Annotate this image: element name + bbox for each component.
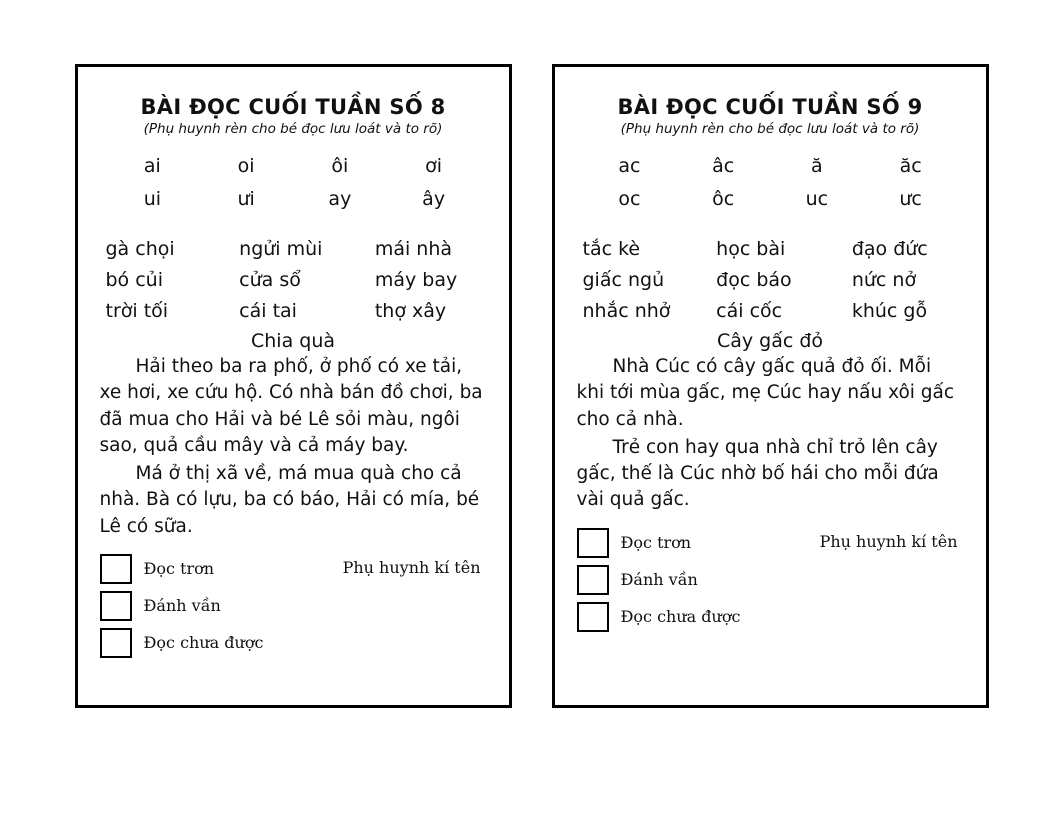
checkbox-label: Đọc chưa được	[620, 607, 741, 627]
word-cell: học bài	[716, 238, 786, 260]
word-cell: nức nở	[851, 269, 917, 291]
word-cell: gà chọi	[105, 238, 175, 260]
checklist-row[interactable]	[577, 602, 964, 632]
checkbox-doc-chua-duoc[interactable]	[577, 602, 609, 632]
rhyme-cell: ưc	[899, 188, 922, 210]
checklist	[100, 554, 487, 658]
card-subtitle: (Phụ huynh rèn cho bé đọc lưu loát và to rõ)	[620, 121, 920, 137]
checkbox-danh-van[interactable]	[577, 565, 609, 595]
checkbox-label: Đánh vần	[143, 596, 221, 616]
checklist-row[interactable]	[577, 565, 964, 595]
card-subtitle: (Phụ huynh rèn cho bé đọc lưu loát và to rõ)	[143, 121, 443, 137]
word-cell: mái nhà	[374, 238, 453, 260]
checklist-row[interactable]	[100, 628, 487, 658]
rhyme-cell: ă	[811, 155, 823, 177]
word-grid	[102, 238, 485, 322]
word-grid	[579, 238, 962, 322]
story-paragraph: Trẻ con hay qua nhà chỉ trỏ lên cây gấc, thế là Cúc nhờ bố hái cho mỗi đứa vài quả gấc.	[576, 436, 939, 511]
checklist	[577, 528, 964, 632]
word-cell: trời tối	[105, 300, 169, 322]
word-cell: ngửi mùi	[239, 238, 323, 260]
word-cell: đạo đức	[851, 238, 928, 260]
rhyme-cell: ôi	[331, 155, 349, 177]
card-title: BÀI ĐỌC CUỐI TUẦN SỐ 9	[617, 95, 923, 119]
checkbox-label: Đọc chưa được	[143, 633, 264, 653]
rhyme-grid	[106, 153, 481, 212]
rhyme-grid	[583, 153, 958, 212]
rhyme-cell: ăc	[899, 155, 922, 177]
word-cell: khúc gỗ	[851, 300, 928, 322]
rhyme-cell: ac	[618, 155, 641, 177]
checkbox-label: Đọc trơn	[620, 533, 692, 553]
rhyme-cell: ây	[422, 188, 446, 210]
rhyme-cell: ưi	[237, 188, 255, 210]
worksheet-card-1	[75, 64, 512, 708]
checkbox-label: Đọc trơn	[143, 559, 215, 579]
word-cell: nhắc nhở	[582, 300, 671, 322]
checkbox-doc-chua-duoc[interactable]	[100, 628, 132, 658]
rhyme-cell: ôc	[712, 188, 735, 210]
story-paragraph: Hải theo ba ra phố, ở phố có xe tải, xe hơi, xe cứu hộ. Có nhà bán đồ chơi, ba đã mua cho Hải và bé Lê sỏi màu, ngôi sao, quả cầu mây và cả máy bay.	[99, 356, 483, 456]
story-title: Chia quà	[250, 330, 335, 352]
checklist-row[interactable]	[100, 591, 487, 621]
checkbox-label: Đánh vần	[620, 570, 698, 590]
checkbox-doc-tron[interactable]	[100, 554, 132, 584]
word-cell: cửa sổ	[239, 269, 301, 291]
rhyme-cell: oc	[618, 188, 641, 210]
story-paragraph: Má ở thị xã về, má mua quà cho cả nhà. Bà có lựu, ba có báo, Hải có mía, bé Lê có sữa.	[99, 463, 480, 537]
rhyme-cell: uc	[805, 188, 829, 210]
word-cell: bó củi	[105, 269, 163, 291]
story-title: Cây gấc đỏ	[716, 330, 824, 352]
rhyme-cell: oi	[237, 155, 255, 177]
rhyme-cell: ơi	[425, 155, 443, 177]
signature-label: Phụ huynh kí tên	[819, 531, 958, 551]
story-paragraph: Nhà Cúc có cây gấc quả đỏ ối. Mỗi khi tới mùa gấc, mẹ Cúc hay nấu xôi gấc cho cả nhà.	[576, 356, 955, 430]
worksheet-card-2	[552, 64, 989, 708]
word-cell: đọc báo	[716, 269, 792, 291]
card-title: BÀI ĐỌC CUỐI TUẦN SỐ 8	[140, 95, 446, 119]
word-cell: giấc ngủ	[582, 269, 665, 291]
checkbox-danh-van[interactable]	[100, 591, 132, 621]
rhyme-cell: ui	[143, 188, 162, 210]
word-cell: máy bay	[374, 269, 458, 291]
rhyme-cell: ay	[328, 188, 352, 210]
word-cell: cái cốc	[716, 300, 783, 322]
word-cell: tắc kè	[582, 238, 641, 260]
rhyme-cell: âc	[712, 155, 735, 177]
signature-label: Phụ huynh kí tên	[342, 557, 481, 577]
rhyme-cell: ai	[143, 155, 161, 177]
word-cell: thợ xây	[374, 300, 447, 322]
checkbox-doc-tron[interactable]	[577, 528, 609, 558]
word-cell: cái tai	[239, 300, 297, 322]
